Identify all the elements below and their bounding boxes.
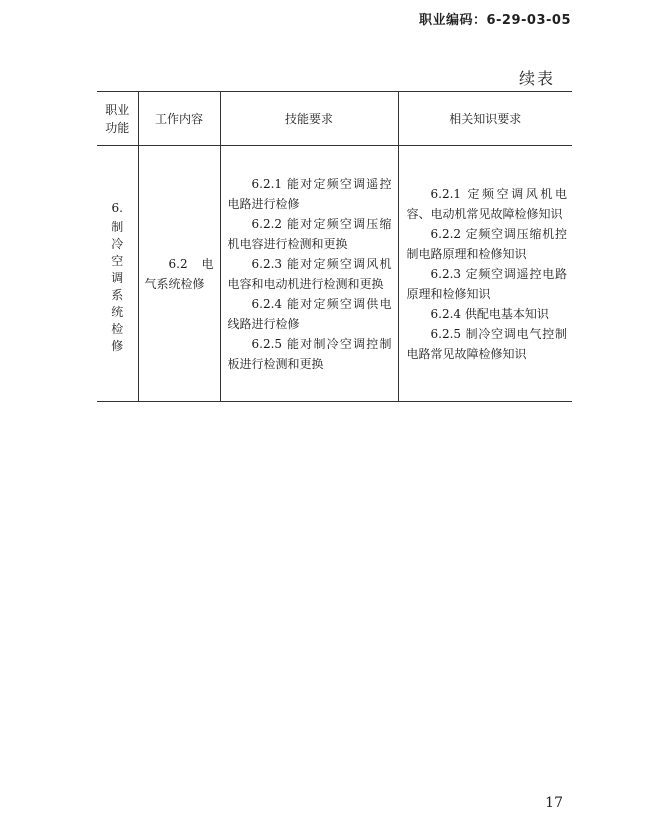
skill-item: 6.2.3 能对定频空调风机电容和电动机进行检测和更换 bbox=[227, 256, 392, 291]
function-cell bbox=[97, 146, 138, 402]
function-char: 统 bbox=[111, 305, 124, 319]
requirements-table bbox=[97, 91, 572, 402]
work-content-cell bbox=[138, 146, 220, 402]
function-char: 检 bbox=[111, 322, 124, 336]
skill-item: 6.2.5 能对制冷空调控制板进行检测和更换 bbox=[227, 336, 392, 371]
function-char: 系 bbox=[111, 288, 124, 302]
table-header-row bbox=[97, 92, 572, 146]
function-char: 调 bbox=[111, 271, 124, 285]
function-char: 冷 bbox=[111, 237, 124, 251]
function-char: 空 bbox=[111, 254, 124, 268]
skill-item: 6.2.4 能对定频空调供电线路进行检修 bbox=[227, 296, 392, 331]
function-char: 制 bbox=[111, 220, 124, 234]
continued-label: 续表 bbox=[518, 69, 555, 88]
knowledge-item: 6.2.3 定频空调遥控电路原理和检修知识 bbox=[406, 266, 567, 301]
knowledge-cell bbox=[398, 146, 572, 402]
knowledge-item: 6.2.1 定频空调风机电容、电动机常见故障检修知识 bbox=[406, 186, 567, 221]
work-content: 6.2 电气系统检修 bbox=[144, 256, 214, 291]
page-number: 17 bbox=[545, 795, 563, 811]
occupation-code: 职业编码：6-29-03-05 bbox=[418, 13, 571, 28]
header-function: 职业功能 bbox=[97, 92, 138, 146]
skill-item: 6.2.2 能对定频空调压缩机电容进行检测和更换 bbox=[227, 216, 392, 251]
knowledge-item: 6.2.2 定频空调压缩机控制电路原理和检修知识 bbox=[406, 226, 567, 261]
table-row bbox=[97, 146, 572, 402]
function-number: 6. bbox=[111, 201, 123, 215]
header-work: 工作内容 bbox=[138, 92, 220, 146]
knowledge-item: 6.2.5 制冷空调电气控制电路常见故障检修知识 bbox=[406, 326, 567, 361]
skills-cell bbox=[220, 146, 398, 402]
header-knowledge: 相关知识要求 bbox=[398, 92, 572, 146]
knowledge-item: 6.2.4 供配电基本知识 bbox=[430, 306, 549, 321]
function-char: 修 bbox=[111, 339, 124, 353]
header-skill: 技能要求 bbox=[220, 92, 398, 146]
skill-item: 6.2.1 能对定频空调遥控电路进行检修 bbox=[227, 176, 392, 211]
